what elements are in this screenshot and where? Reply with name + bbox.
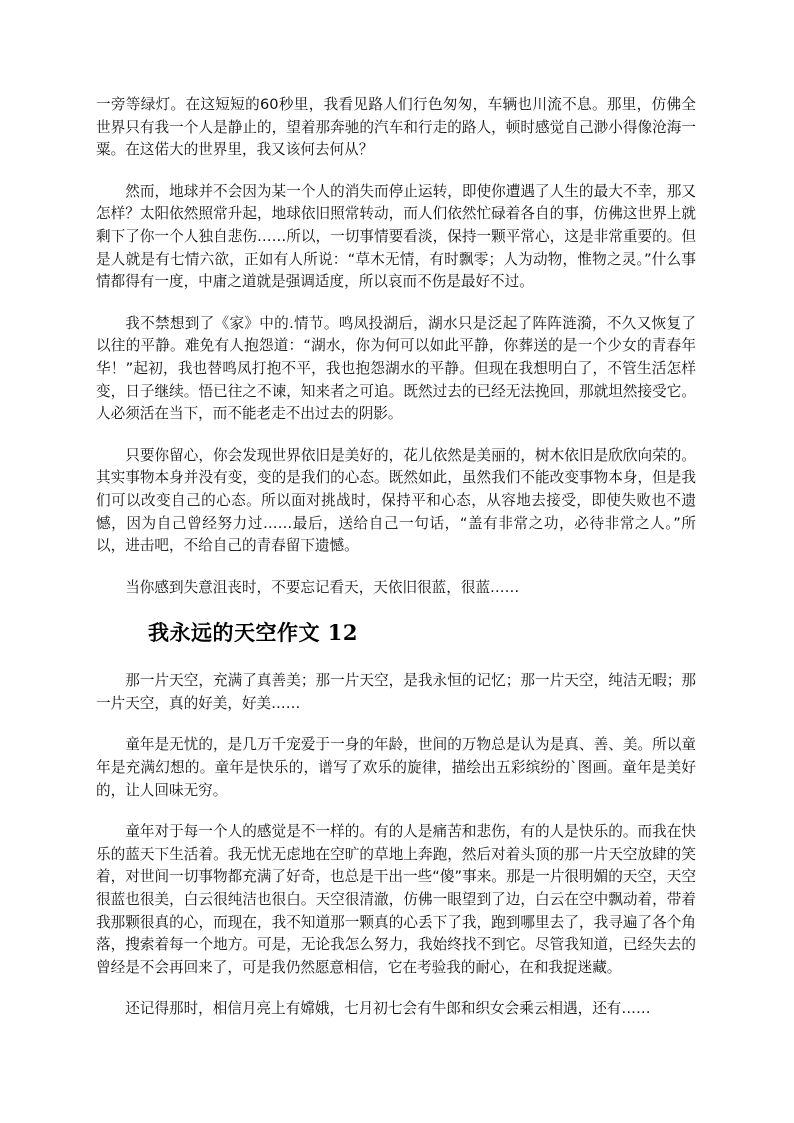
paragraph: 我不禁想到了《家》中的.情节。鸣凤投湖后，湖水只是泛起了阵阵涟漪，不久又恢复了以往的平静。难免有人抱怨道：“湖水，你为何可以如此平静，你葬送的是一个少女的青春年华！”起初，我也替鸣凤打抱不平，我也抱怨湖水的平静。但现在我想明白了，不管生活怎样变，日子继续。悟已往之不谏，知来者之可追。既然过去的已经无法挽回，那就坦然接受它。人必须活在当下，而不能老走不出过去的阴影。: [96, 314, 696, 423]
paragraph: 童年是无忧的，是几万千宠爱于一身的年龄，世间的万物总是认为是真、善、美。所以童年是充满幻想的。童年是快乐的，谱写了欢乐的旋律，描绘出五彩缤纷的`图画。童年是美好的，让人回味无穷。: [96, 736, 696, 799]
paragraph: 然而，地球并不会因为某一个人的消失而停止运转，即使你遭遇了人生的最大不幸，那又怎样？太阳依然照常升起，地球依旧照常转动，而人们依然忙碌着各自的事，仿佛这世界上就剩下了你一个人独自悲伤……所以，一切事情要看淡，保持一颗平常心，这是非常重要的。但是人就是有七情六欲，正如有人所说：“草木无情，有时飘零；人为动物，惟物之灵。”什么事情都得有一度，中庸之道就是强调适度，所以哀而不伤是最好不过。: [96, 182, 696, 291]
paragraph: 童年对于每一个人的感觉是不一样的。有的人是痛苦和悲伤，有的人是快乐的。而我在快乐的蓝天下生活着。我无忧无虑地在空旷的草地上奔跑，然后对着头顶的那一片天空放肆的笑着，对世间一切事物都充满了好奇，也总是干出一些“傻”事来。那是一片很明媚的天空，天空很蓝也很美，白云很纯洁也很白。天空很清澈，仿佛一眼望到了边，白云在空中飘动着，带着我那颗很真的心，而现在，我不知道那一颗真的心丢下了我，跑到哪里去了，我寻遍了各个角落，搜索着每一个地方。可是，无论我怎么努力，我始终找不到它。尽管我知道，已经失去的曾经是不会再回来了，可是我仍然愿意相信，它在考验我的耐心，在和我捉迷藏。: [96, 823, 696, 976]
paragraph: 一旁等绿灯。在这短短的60秒里，我看见路人们行色匆匆，车辆也川流不息。那里，仿佛全世界只有我一个人是静止的，望着那奔驰的汽车和行走的路人，顿时感觉自己渺小得像沧海一粟。在这偌大的世界里，我又该何去何从？: [96, 96, 696, 159]
paragraph: 只要你留心，你会发现世界依旧是美好的，花儿依然是美丽的，树木依旧是欣欣向荣的。其实事物本身并没有变，变的是我们的心态。既然如此，虽然我们不能改变事物本身，但是我们可以改变自己的心态。所以面对挑战时，保持平和心态，从容地去接受，即使失败也不遗憾，因为自己曾经努力过……最后，送给自己一句话，“盖有非常之功，必待非常之人。”所以，进击吧，不给自己的青春留下遗憾。: [96, 446, 696, 555]
document-body: [96, 94, 696, 1040]
paragraph: 还记得那时，相信月亮上有嫦娥，七月初七会有牛郎和织女会乘云相遇，还有……: [125, 1000, 651, 1018]
paragraph: 当你感到失意沮丧时，不要忘记看天，天依旧很蓝，很蓝……: [125, 578, 520, 596]
section-heading: 我永远的天空作文 12: [148, 620, 359, 646]
paragraph: 那一片天空，充满了真善美；那一片天空，是我永恒的记忆；那一片天空，纯洁无暇；那一片天空，真的好美，好美……: [96, 672, 696, 712]
